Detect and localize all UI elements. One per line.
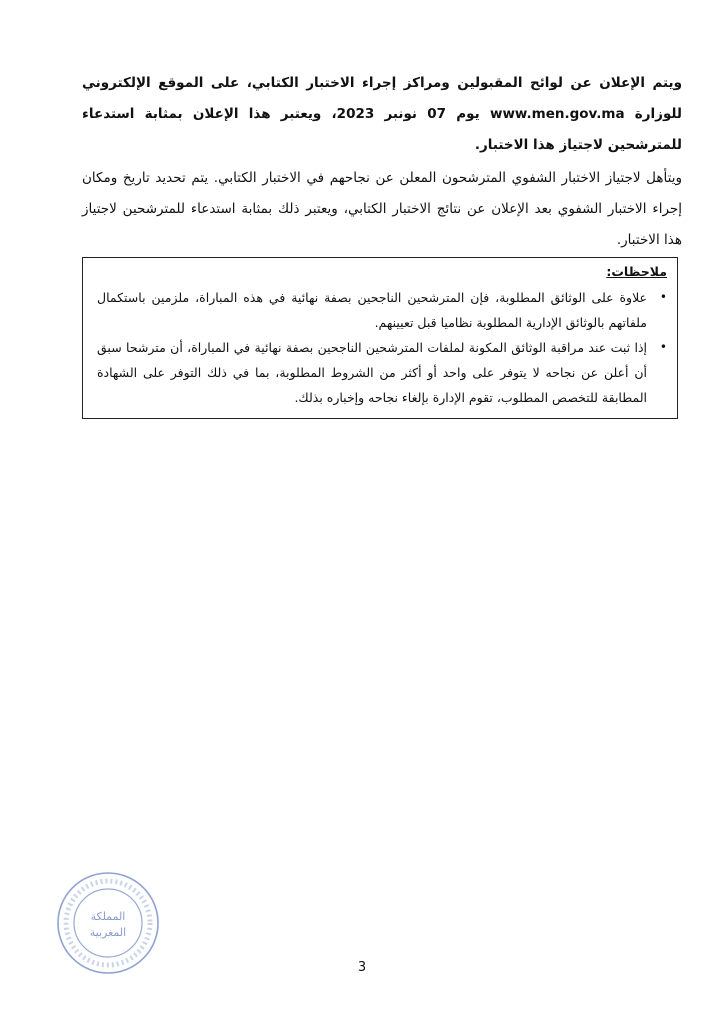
note-item <box>97 285 669 335</box>
page-number: 3 <box>357 960 367 975</box>
stamp-inner-ring <box>74 889 142 957</box>
stamp-center-line1: المملكة <box>90 910 126 923</box>
bullet-icon: • <box>659 290 667 304</box>
notes-title: ملاحظات: <box>606 264 667 279</box>
notes-box <box>82 257 678 419</box>
notes-list <box>97 285 669 410</box>
stamp-outer-ring <box>58 873 158 973</box>
paragraph-announcement: ويتم الإعلان عن لوائح المقبولين ومراكز إجراء الاختبار الكتابي، على الموقع الإلكتروني للوزارة www.men.gov.ma يوم 07 نونبر 2023، ويعتبر هذا الإعلان بمثابة استدعاء للمترشحين لاجتياز هذا الاختبار. <box>82 74 682 153</box>
bullet-icon: • <box>659 340 667 354</box>
note-text: إذا ثبت عند مراقبة الوثائق المكونة لملفات المترشحين الناجحين بصفة نهائية في المباراة، أن مترشحا سبق أن أعلن عن نجاحه لا يتوفر على واحد أو أكثر من الشروط المطلوبة، بما في ذلك التوفر على الشهادة المطابقة للتخصص المطلوب، تقوم الإدارة بإلغاء نجاحه وإخباره بذلك. <box>97 340 647 405</box>
note-text: علاوة على الوثائق المطلوبة، فإن المترشحين الناجحين بصفة نهائية في هذه المباراة، ملزمين باستكمال ملفاتهم بالوثائق الإدارية المطلوبة نظاميا قبل تعيينهم. <box>97 290 647 330</box>
stamp-center-line2: المغربية <box>89 926 127 939</box>
note-item <box>97 335 669 410</box>
paragraph-oral-exam: ويتأهل لاجتياز الاختبار الشفوي المترشحون المعلن عن نجاحهم في الاختبار الكتابي. يتم تحديد تاريخ ومكان إجراء الاختبار الشفوي بعد الإعلان عن نتائج الاختبار الكتابي، ويعتبر ذلك بمثابة استدعاء للمترشحين لاجتياز هذا الاختبار. <box>82 169 682 248</box>
